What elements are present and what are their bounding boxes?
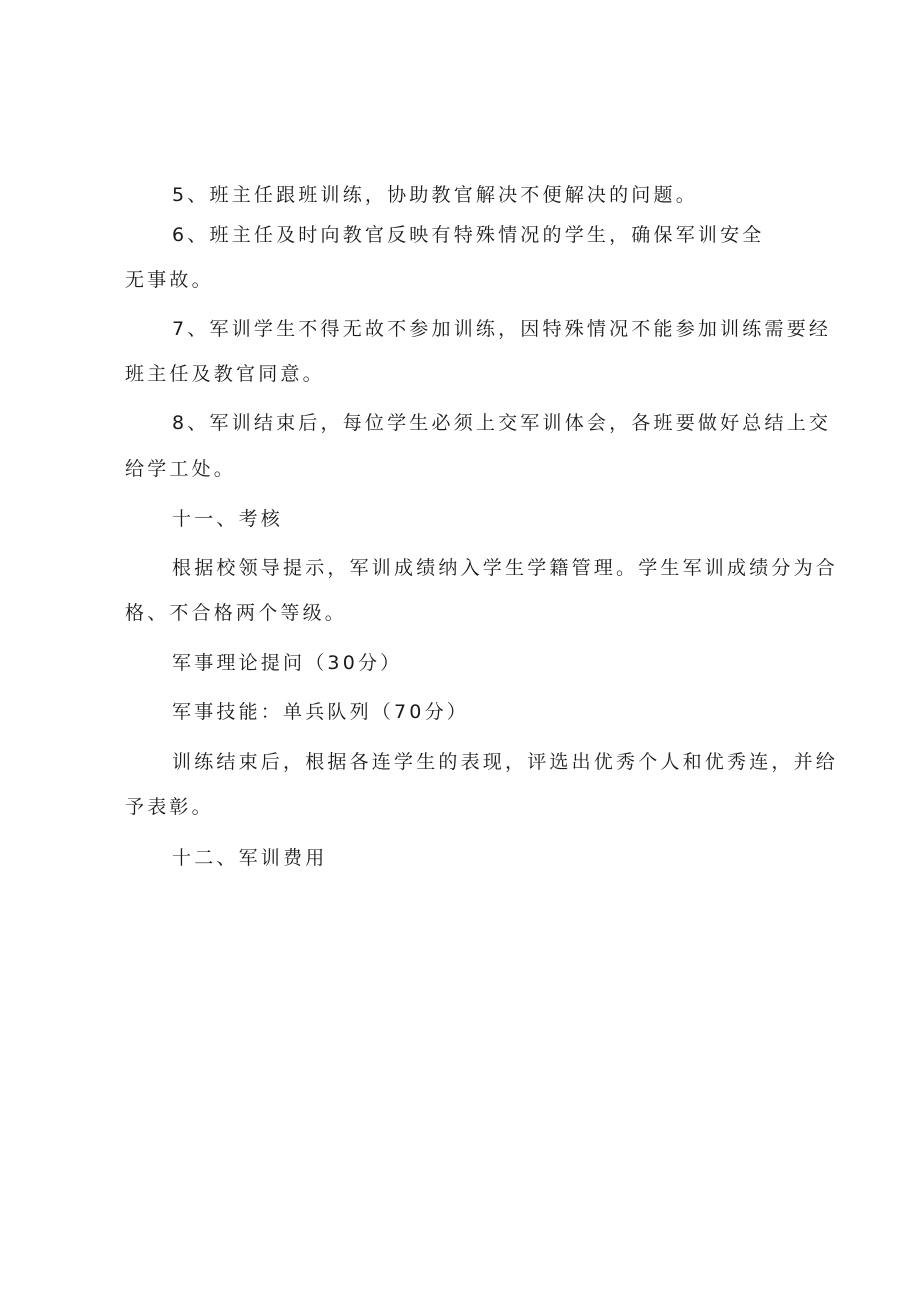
paragraph-item-5: 5、班主任跟班训练，协助教官解决不便解决的问题。 [172, 184, 698, 206]
commendation-paragraph-line-1: 训练结束后，根据各连学生的表现，评选出优秀个人和优秀连，并给 [172, 751, 839, 773]
military-skill-item: 军事技能：单兵队列（70分） [172, 701, 469, 723]
assessment-paragraph-line-1: 根据校领导提示，军训成绩纳入学生学籍管理。学生军训成绩分为合 [172, 557, 839, 579]
paragraph-item-8-line-2: 给学工处。 [125, 458, 237, 480]
paragraph-item-6-line-2: 无事故。 [125, 269, 214, 291]
paragraph-item-7-line-2: 班主任及教官同意。 [125, 363, 325, 385]
section-heading-fees: 十二、军训费用 [172, 847, 328, 869]
paragraph-item-7-line-1: 7、军训学生不得无故不参加训练，因特殊情况不能参加训练需要经 [172, 318, 832, 340]
paragraph-item-6-line-1: 6、班主任及时向教官反映有特殊情况的学生，确保军训安全 [172, 224, 765, 246]
assessment-paragraph-line-2: 格、不合格两个等级。 [125, 602, 348, 624]
paragraph-item-8-line-1: 8、军训结束后，每位学生必须上交军训体会，各班要做好总结上交 [172, 412, 832, 434]
commendation-paragraph-line-2: 予表彰。 [125, 796, 214, 818]
section-heading-assessment: 十一、考核 [172, 508, 284, 530]
military-theory-item: 军事理论提问（30分） [172, 652, 403, 674]
